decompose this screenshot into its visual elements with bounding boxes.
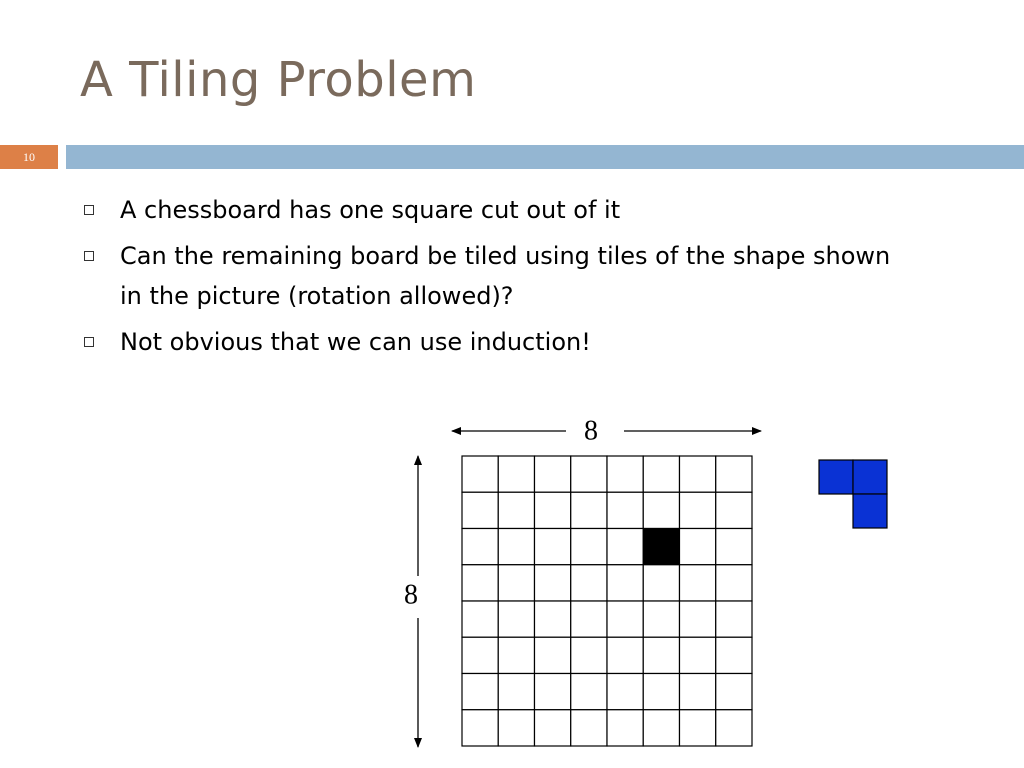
board-square (643, 637, 679, 673)
board-square (607, 529, 643, 565)
board-square (462, 601, 498, 637)
board-square (607, 565, 643, 601)
board-square (498, 529, 534, 565)
board-square (716, 601, 752, 637)
board-square (716, 529, 752, 565)
board-square (535, 674, 571, 710)
chessboard (462, 456, 752, 746)
board-square (535, 601, 571, 637)
board-square (535, 492, 571, 528)
tile-square (819, 460, 853, 494)
board-square (607, 492, 643, 528)
board-square (716, 456, 752, 492)
tile-square (853, 494, 887, 528)
board-square (571, 710, 607, 746)
board-square (680, 637, 716, 673)
board-square (716, 637, 752, 673)
board-square (571, 565, 607, 601)
board-square (462, 565, 498, 601)
board-square (535, 565, 571, 601)
board-square (498, 601, 534, 637)
board-square (680, 710, 716, 746)
slide-number: 10 (0, 145, 58, 169)
bullet-text: Not obvious that we can use induction! (120, 328, 591, 356)
board-square (462, 674, 498, 710)
board-square (571, 637, 607, 673)
board-square (498, 565, 534, 601)
bullet-text: A chessboard has one square cut out of it (120, 196, 621, 224)
board-square (462, 492, 498, 528)
board-square (680, 565, 716, 601)
board-square (680, 674, 716, 710)
tile-square (853, 460, 887, 494)
board-square (716, 674, 752, 710)
board-square (571, 492, 607, 528)
slide-title: A Tiling Problem (80, 52, 477, 108)
board-square (607, 601, 643, 637)
board-square (535, 456, 571, 492)
board-square (607, 456, 643, 492)
board-square (607, 674, 643, 710)
board-height-label: 8 (404, 579, 418, 611)
board-square (462, 529, 498, 565)
l-tromino-tile (819, 460, 887, 528)
board-square (535, 637, 571, 673)
board-square (607, 710, 643, 746)
board-square (571, 674, 607, 710)
board-square (680, 492, 716, 528)
board-square (680, 601, 716, 637)
board-square (716, 565, 752, 601)
board-square (498, 637, 534, 673)
board-square (716, 710, 752, 746)
board-square (680, 456, 716, 492)
board-square (680, 529, 716, 565)
bullet-text: Can the remaining board be tiled using tiles of the shape shown in the picture (rotation allowed)? (120, 242, 891, 310)
board-square (607, 637, 643, 673)
board-square (571, 529, 607, 565)
board-square (462, 710, 498, 746)
board-square (498, 456, 534, 492)
board-square (498, 674, 534, 710)
board-square (462, 456, 498, 492)
board-square (716, 492, 752, 528)
board-square (498, 710, 534, 746)
board-square (462, 637, 498, 673)
board-square (643, 492, 679, 528)
board-square (498, 492, 534, 528)
board-square (643, 674, 679, 710)
board-square (571, 601, 607, 637)
board-square (643, 565, 679, 601)
board-square (571, 456, 607, 492)
board-square (643, 456, 679, 492)
board-square (643, 710, 679, 746)
removed-square (643, 529, 679, 565)
board-width-label: 8 (584, 415, 598, 447)
board-square (535, 529, 571, 565)
board-square (643, 601, 679, 637)
board-square (535, 710, 571, 746)
